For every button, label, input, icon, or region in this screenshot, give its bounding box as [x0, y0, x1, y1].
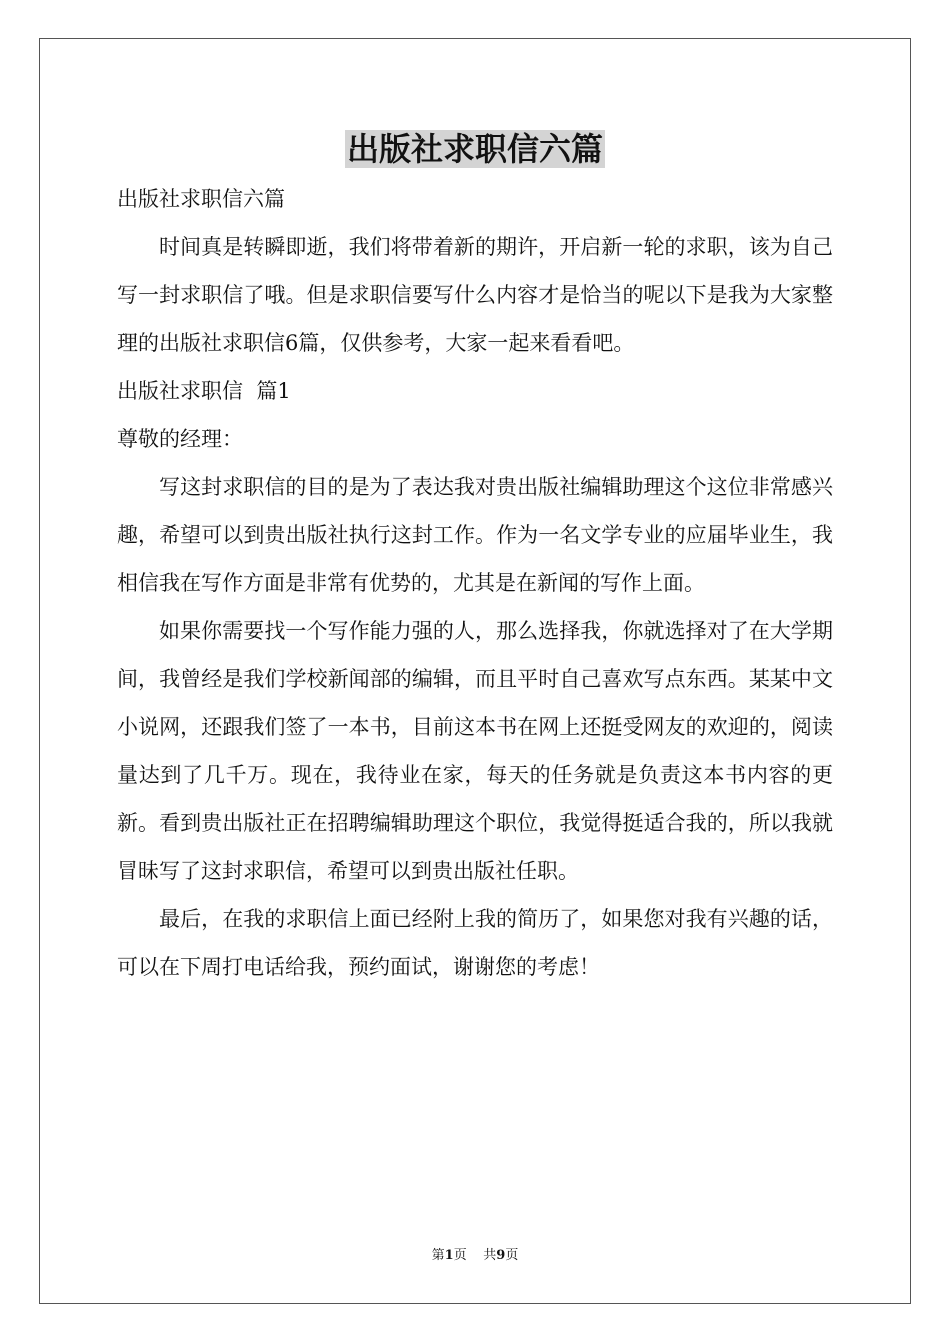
- total-pages-number: 9: [496, 1248, 506, 1263]
- page-label-prefix: 第: [431, 1248, 445, 1263]
- document-title-text: 出版社求职信六篇: [346, 130, 603, 168]
- total-label-suffix: 页: [505, 1248, 519, 1263]
- document-subtitle: 出版社求职信六篇: [117, 187, 285, 211]
- current-page-number: 1: [444, 1248, 454, 1263]
- section-heading: 出版社求职信 篇1: [117, 379, 291, 403]
- body-paragraph-2: 如果你需要找一个写作能力强的人，那么选择我，你就选择对了在大学期间，我曾经是我们学校新闻部的编辑，而且平时自己喜欢写点东西。某某中文小说网，还跟我们签了一本书，目前这本书在网上还挺受网友的欢迎的，阅读量达到了几千万。现在，我待业在家，每天的任务就是负责这本书内容的更新。看到贵出版社正在招聘编辑助理这个职位，我觉得挺适合我的，所以我就冒昧写了这封求职信，希望可以到贵出版社任职。: [117, 619, 833, 883]
- body-paragraph-3: 最后，在我的求职信上面已经附上我的简历了，如果您对我有兴趣的话，可以在下周打电话给我，预约面试，谢谢您的考虑！: [117, 907, 833, 979]
- body-paragraph-1: 写这封求职信的目的是为了表达我对贵出版社编辑助理这个这位非常感兴趣，希望可以到贵出版社执行这封工作。作为一名文学专业的应届毕业生，我相信我在写作方面是非常有优势的，尤其是在新闻的写作上面。: [117, 475, 833, 595]
- page-footer: [0, 1246, 950, 1266]
- salutation: 尊敬的经理：: [117, 427, 243, 451]
- document-body: [117, 175, 833, 991]
- page-label-suffix: 页: [453, 1248, 467, 1263]
- total-label-prefix: 共: [483, 1248, 497, 1263]
- document-title: [0, 122, 950, 176]
- intro-paragraph: 时间真是转瞬即逝，我们将带着新的期许，开启新一轮的求职，该为自己写一封求职信了哦。但是求职信要写什么内容才是恰当的呢以下是我为大家整理的出版社求职信6篇，仅供参考，大家一起来看看吧。: [117, 235, 833, 355]
